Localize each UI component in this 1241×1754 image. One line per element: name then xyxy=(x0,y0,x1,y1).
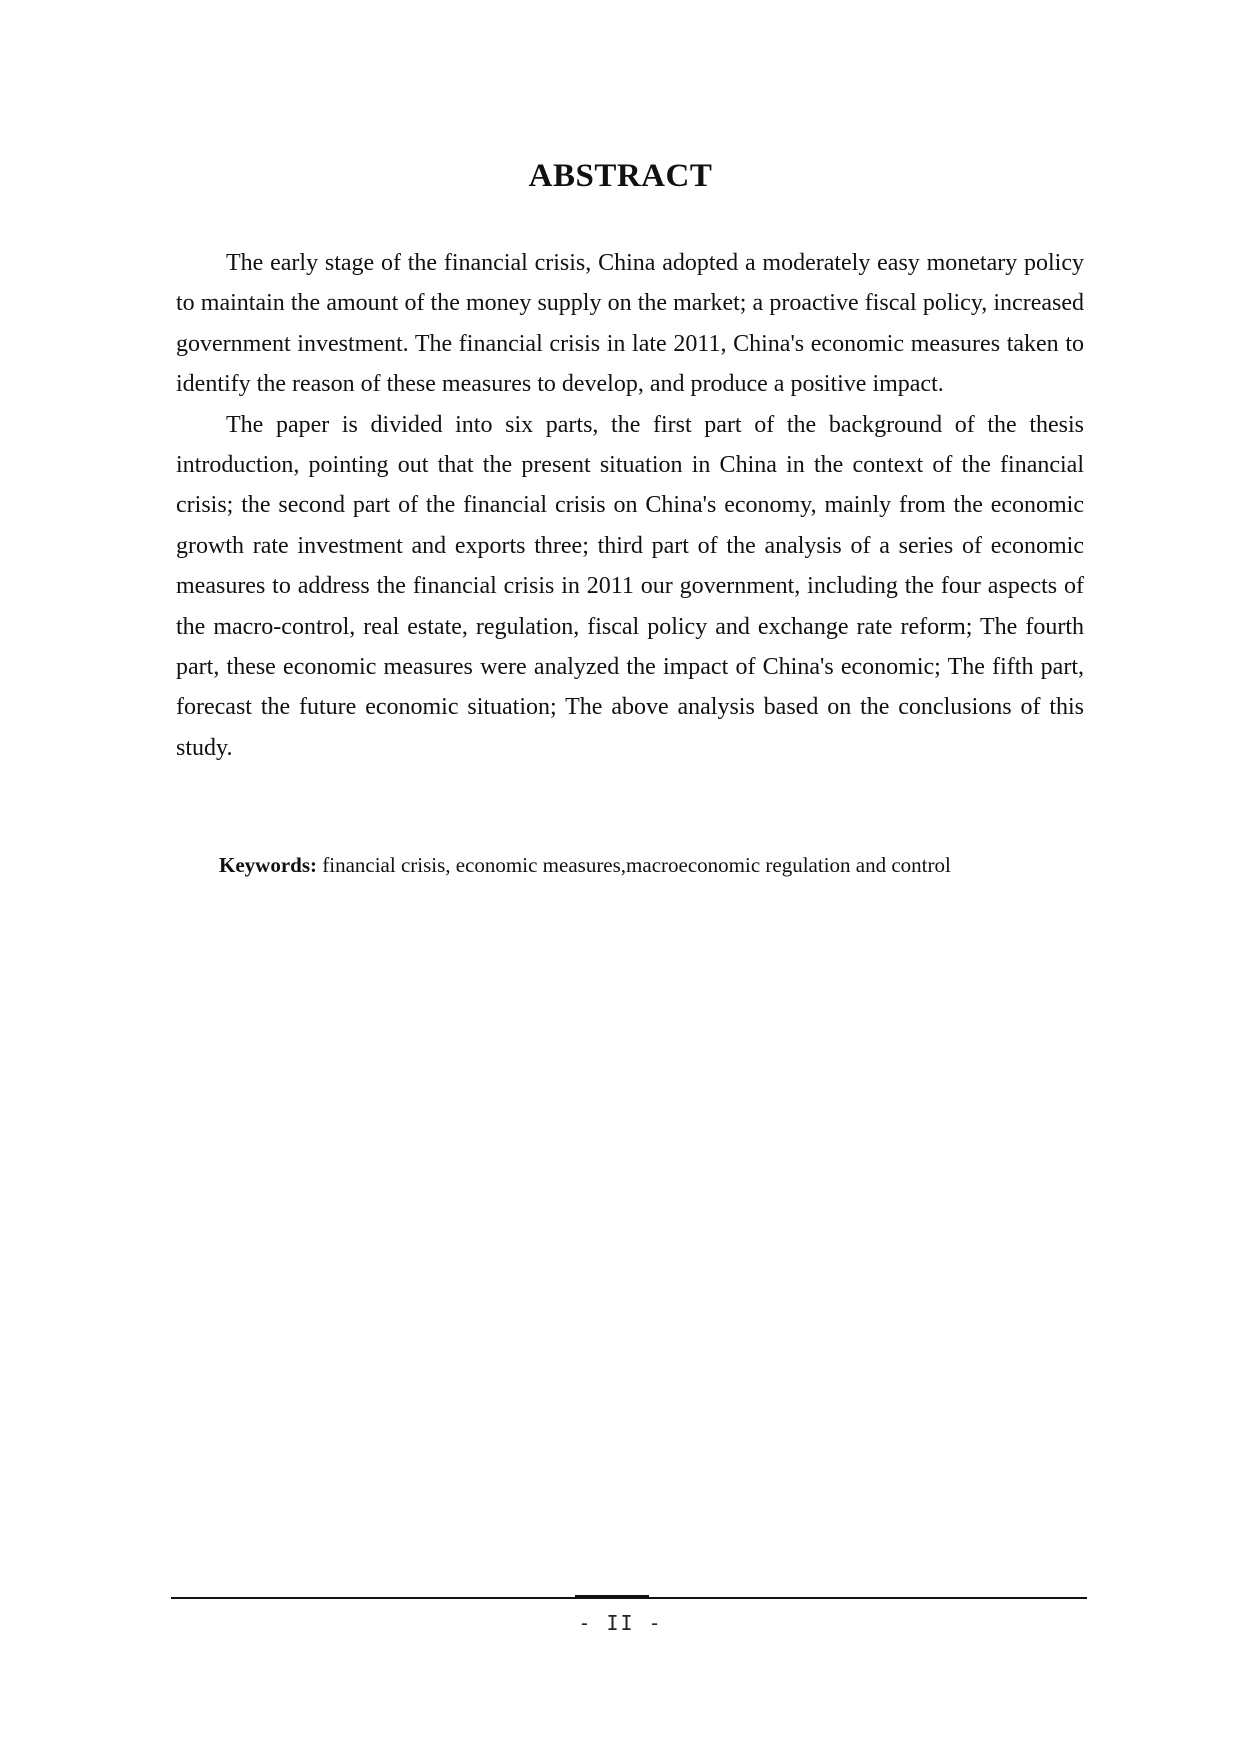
abstract-paragraph-2: The paper is divided into six parts, the first part of the background of the thesis introduction, pointing out that the present situation in China in the context of the financial crisis; the second part of the financial crisis on China's economy, mainly from the economic growth rate investment and exports three; third part of the analysis of a series of economic measures to address the financial crisis in 2011 our government, including the four aspects of the macro-control, real estate, regulation, fiscal policy and exchange rate reform; The fourth part, these economic measures were analyzed the impact of China's economic; The fifth part, forecast the future economic situation; The above analysis based on the conclusions of this study. xyxy=(176,411,1084,761)
abstract-paragraph-1: The early stage of the financial crisis, China adopted a moderately easy monetary policy to maintain the amount of the money supply on the market; a proactive fiscal policy, increased government investment. The financial crisis in late 2011, China's economic measures taken to identify the reason of these measures to develop, and produce a positive impact. xyxy=(176,250,1084,398)
keywords-line xyxy=(219,850,1089,880)
abstract-body xyxy=(176,243,1084,768)
footer-divider-accent xyxy=(575,1595,649,1597)
keywords-text: financial crisis, economic measures,macroeconomic regulation and control xyxy=(317,853,951,877)
page-title: ABSTRACT xyxy=(528,158,713,194)
page-number: - II - xyxy=(578,1611,663,1635)
keywords-label: Keywords: xyxy=(219,853,317,877)
footer-divider xyxy=(171,1597,1087,1599)
